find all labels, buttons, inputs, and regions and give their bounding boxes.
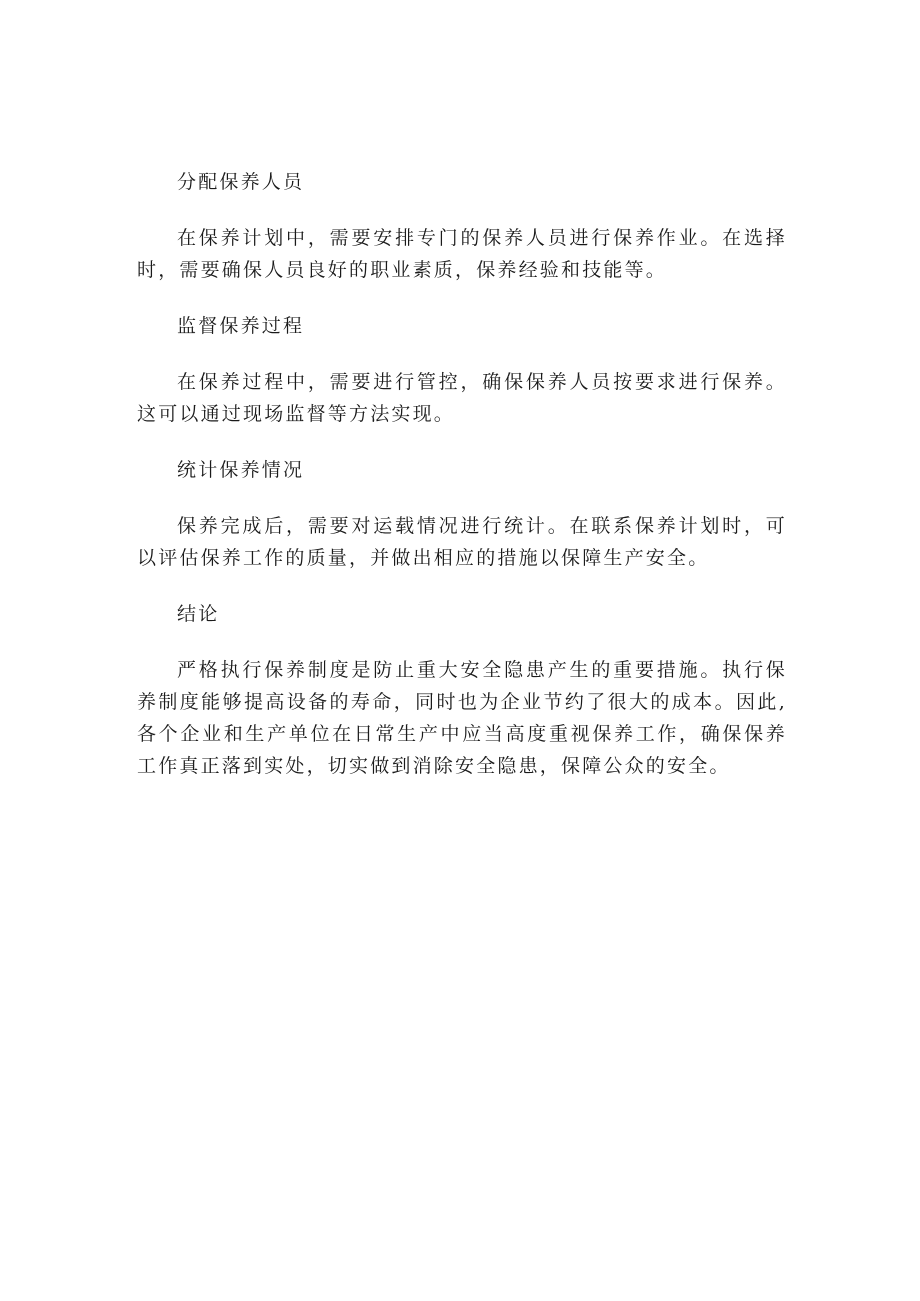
- section-body-conclusion: 严格执行保养制度是防止重大安全隐患产生的重要措施。执行保养制度能够提高设备的寿命，同时也为企业节约了很大的成本。因此,各个企业和生产单位在日常生产中应当高度重视保养工作，确保保养工作真正落到实处，切实做到消除安全隐患，保障公众的安全。: [137, 659, 787, 777]
- section-body-statistics: 保养完成后，需要对运载情况进行统计。在联系保养计划时，可以评估保养工作的质量，并做出相应的措施以保障生产安全。: [137, 515, 787, 569]
- section-body-supervise-process: 在保养过程中，需要进行管控，确保保养人员按要求进行保养。这可以通过现场监督等方法实现。: [137, 371, 787, 425]
- section-heading-supervise-process: 监督保养过程: [177, 315, 305, 337]
- section-heading-assign-staff: 分配保养人员: [177, 171, 305, 193]
- section-heading-conclusion: 结论: [177, 603, 220, 625]
- section-heading-statistics: 统计保养情况: [177, 459, 305, 481]
- document-page: [137, 166, 787, 806]
- section-body-assign-staff: 在保养计划中，需要安排专门的保养人员进行保养作业。在选择时，需要确保人员良好的职业素质，保养经验和技能等。: [137, 227, 787, 281]
